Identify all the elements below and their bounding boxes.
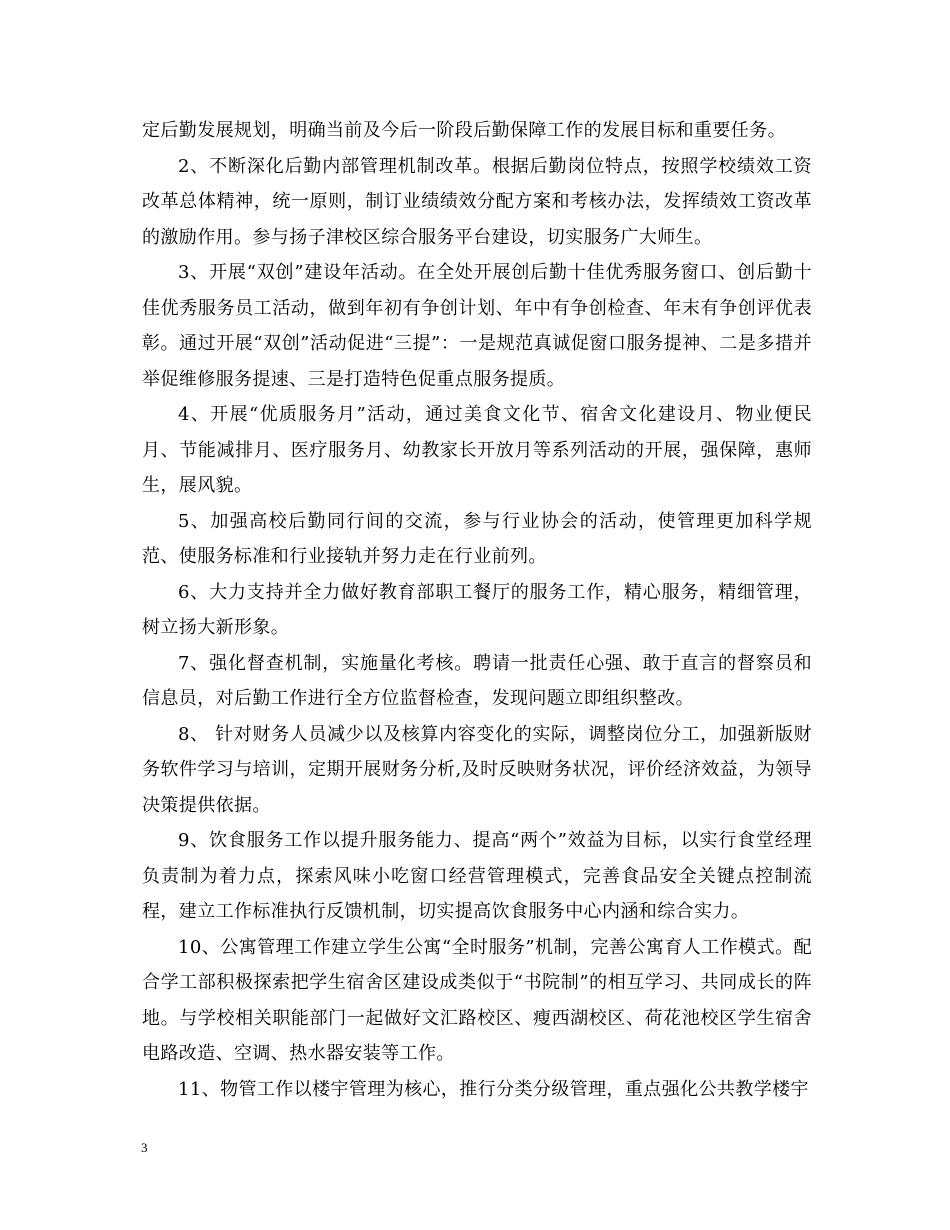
page-number: 3 [141, 1140, 148, 1155]
paragraph-3: 3、开展“双创”建设年活动。在全处开展创后勤十佳优秀服务窗口、创后勤十佳优秀服务员工活动，做到年初有争创计划、年中有争创检查、年末有争创评优表彰。通过开展“双创”活动促进“三提”：一是规范真诚促窗口服务提神、二是多措并举促维修服务提速、三是打造特色促重点服务提质。 [142, 262, 812, 390]
document-body [142, 113, 812, 1107]
paragraph-1: 定后勤发展规划，明确当前及今后一阶段后勤保障工作的发展目标和重要任务。 [142, 120, 786, 141]
paragraph-5: 5、加强高校后勤同行间的交流，参与行业协会的活动，使管理更加科学规范、使服务标准和行业接轨并努力走在行业前列。 [142, 510, 812, 567]
paragraph-8: 8、 针对财务人员减少以及核算内容变化的实际，调整岗位分工，加强新版财务软件学习与培训，定期开展财务分析,及时反映财务状况，评价经济效益，为领导决策提供依据。 [142, 723, 812, 816]
paragraph-9: 9、饮食服务工作以提升服务能力、提高“两个”效益为目标，以实行食堂经理负责制为着力点，探索风味小吃窗口经营管理模式，完善食品安全关键点控制流程，建立工作标准执行反馈机制，切实提高饮食服务中心内涵和综合实力。 [142, 830, 812, 922]
paragraph-10: 10、公寓管理工作建立学生公寓“全时服务”机制，完善公寓育人工作模式。配合学工部积极探索把学生宿舍区建设成类似于“书院制”的相互学习、共同成长的阵地。与学校相关职能部门一起做好文汇路校区、瘦西湖校区、荷花池校区学生宿舍电路改造、空调、热水器安装等工作。 [142, 936, 812, 1064]
paragraph-11: 11、物管工作以楼宇管理为核心，推行分类分级管理，重点强化公共教学楼宇 [178, 1078, 809, 1100]
paragraph-2: 2、不断深化后勤内部管理机制改革。根据后勤岗位特点，按照学校绩效工资改革总体精神，统一原则，制订业绩绩效分配方案和考核办法，发挥绩效工资改革的激励作用。参与扬子津校区综合服务平台建设，切实服务广大师生。 [142, 155, 812, 248]
paragraph-6: 6、大力支持并全力做好教育部职工餐厅的服务工作，精心服务，精细管理，树立扬大新形象。 [142, 581, 812, 638]
paragraph-4: 4、开展“优质服务月”活动，通过美食文化节、宿舍文化建设月、物业便民月、节能减排月、医疗服务月、幼教家长开放月等系列活动的开展，强保障，惠师生，展风貌。 [142, 404, 812, 496]
paragraph-7: 7、强化督查机制，实施量化考核。聘请一批责任心强、敢于直言的督察员和信息员，对后勤工作进行全方位监督检查，发现问题立即组织整改。 [142, 652, 812, 709]
